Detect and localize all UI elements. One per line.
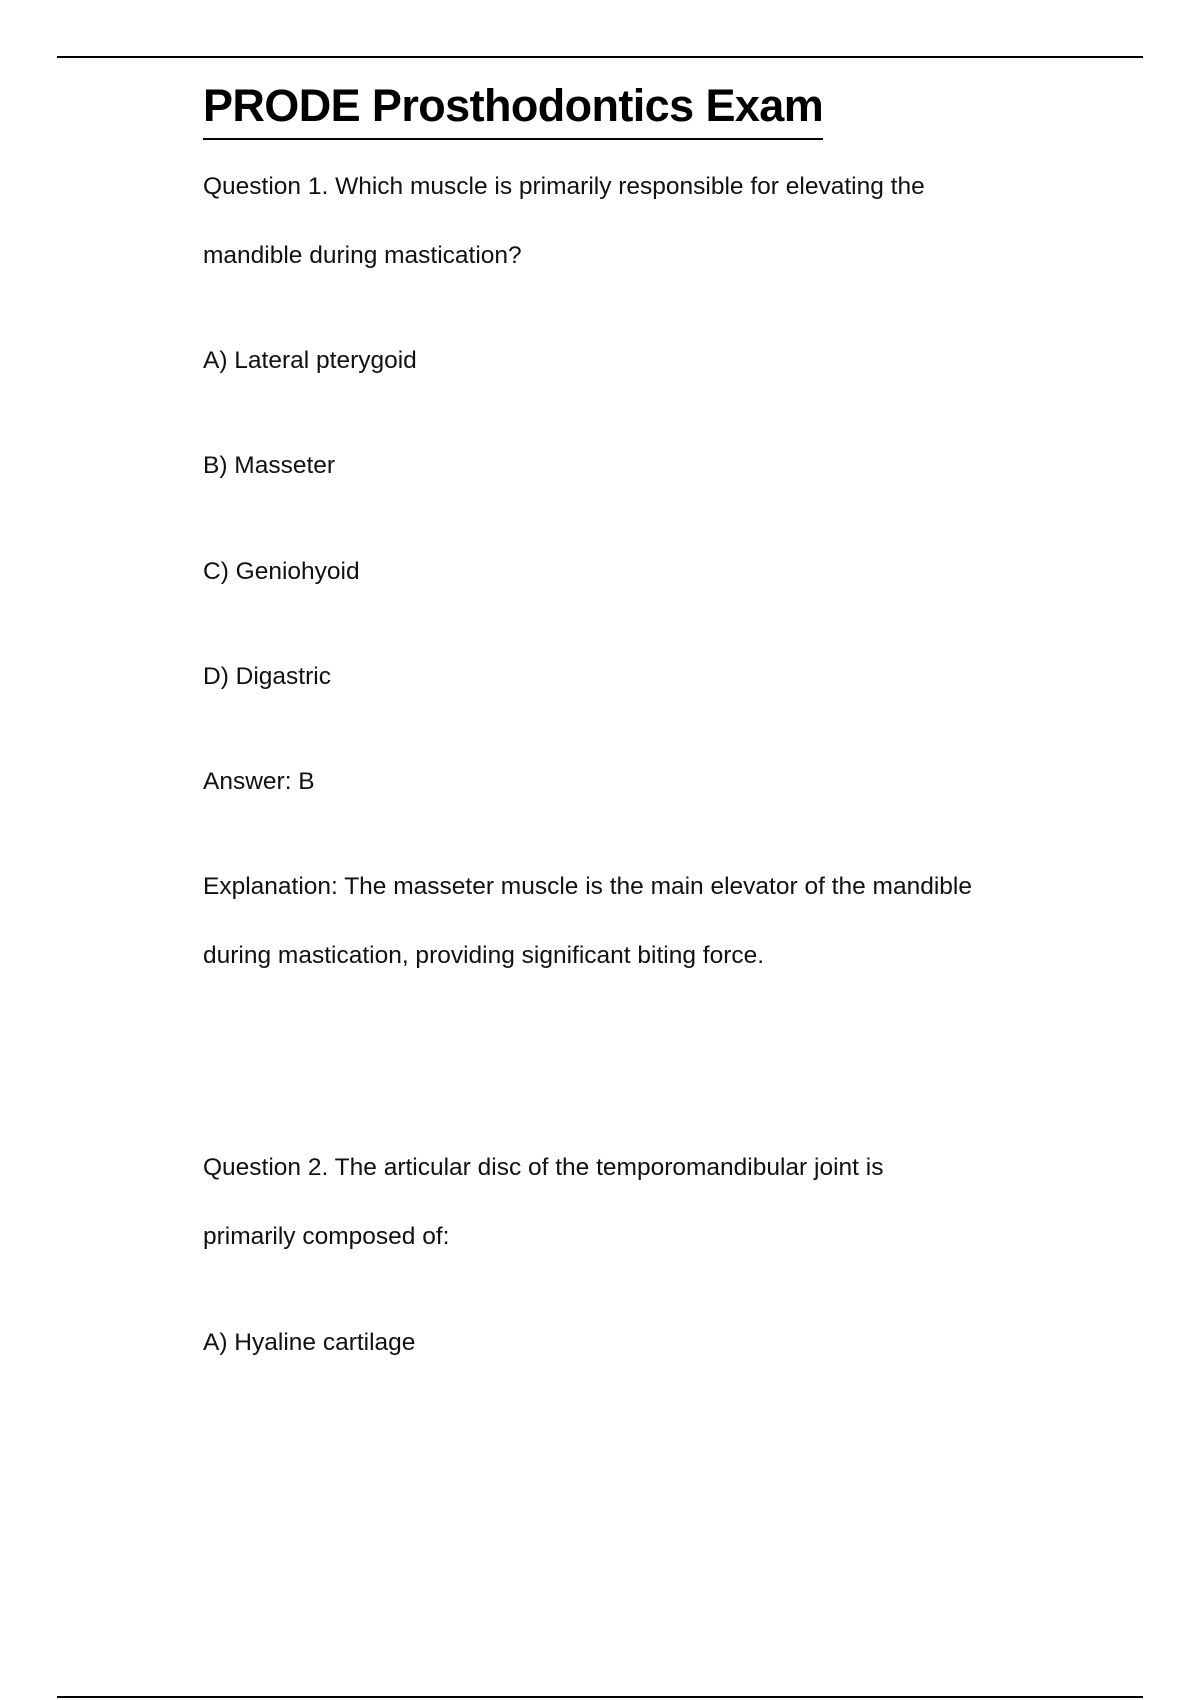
question-2-prompt-line-2: primarily composed of: xyxy=(203,1223,450,1250)
question-2-option-a: A) Hyaline cartilage xyxy=(203,1329,416,1356)
question-1-option-b: B) Masseter xyxy=(203,452,336,479)
question-1-answer: Answer: B xyxy=(203,768,315,795)
question-1-option-a: A) Lateral pterygoid xyxy=(203,347,417,374)
top-rule xyxy=(57,56,1143,58)
question-1-explanation-line-2: during mastication, providing significant biting force. xyxy=(203,942,765,969)
question-1-option-c: C) Geniohyoid xyxy=(203,558,360,585)
question-2-prompt-line-1: Question 2. The articular disc of the temporomandibular joint is xyxy=(203,1154,884,1181)
question-1-prompt-line-2: mandible during mastication? xyxy=(203,242,522,269)
bottom-rule xyxy=(57,1696,1143,1698)
question-1-explanation-line-1: Explanation: The masseter muscle is the main elevator of the mandible xyxy=(203,873,972,900)
question-1-prompt-line-1: Question 1. Which muscle is primarily responsible for elevating the xyxy=(203,173,925,200)
question-1-option-d: D) Digastric xyxy=(203,663,331,690)
page-title: PRODE Prosthodontics Exam xyxy=(203,76,823,140)
